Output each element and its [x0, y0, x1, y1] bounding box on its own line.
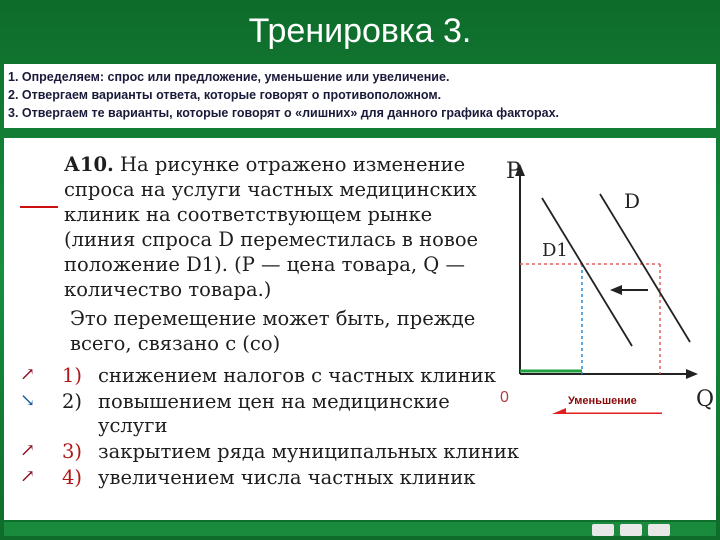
- arrow-down-icon: ↘: [20, 390, 36, 411]
- highlight-underline: [20, 206, 58, 208]
- x-axis-arrow-icon: [686, 369, 698, 379]
- problem-question: Это перемещение может быть, прежде всего, связано с (со): [70, 307, 476, 355]
- previous-slide-button[interactable]: [592, 524, 614, 536]
- instruction-line-2: 2. Отвергаем варианты ответа, которые говорят о противоположном.: [8, 88, 442, 102]
- answer-option-1[interactable]: [20, 364, 550, 390]
- answer-number: 2): [62, 390, 83, 413]
- problem-statement: На рисунке отражено изменение спроса на услуги частных медицинских клиник на соответствующем рынке (линия спроса D переместилась в новое положение D1). (P — цена товара, Q — количество товара.): [64, 153, 479, 301]
- next-slide-button[interactable]: [648, 524, 670, 536]
- shift-label: Уменьшение: [568, 395, 637, 407]
- demand-curve-d: [600, 194, 690, 342]
- answer-option-2-continued: [20, 414, 550, 440]
- answer-option-2[interactable]: [20, 390, 550, 416]
- demand-curve-d1: [542, 198, 632, 346]
- problem-text-block: [64, 152, 494, 356]
- problem-card: [4, 138, 716, 520]
- answer-text: повышением цен на медицинские: [98, 390, 450, 413]
- answer-option-3[interactable]: [20, 440, 550, 466]
- home-button[interactable]: [620, 524, 642, 536]
- curve-d-label: D: [624, 189, 641, 213]
- answer-text: услуги: [98, 414, 168, 437]
- answer-number: 1): [62, 364, 83, 387]
- demand-shift-graph: [484, 144, 714, 414]
- instruction-line-1: 1. Определяем: спрос или предложение, уменьшение или увеличение.: [8, 70, 450, 84]
- origin-label: 0: [500, 389, 509, 406]
- arrow-up-icon: ↗: [20, 466, 36, 487]
- answer-text: закрытием ряда муниципальных клиник: [98, 440, 520, 463]
- instruction-line-3: 3. Отвергаем те варианты, которые говорят о «лишних» для данного графика факторах.: [8, 106, 560, 120]
- shift-arrow-icon: [610, 285, 622, 295]
- answer-number: 3): [62, 440, 83, 463]
- y-axis-label: P: [506, 159, 521, 184]
- arrow-up-icon: ↗: [20, 364, 36, 385]
- answer-option-4[interactable]: [20, 466, 550, 492]
- problem-code: А10.: [64, 153, 114, 176]
- toolbar-strip: [4, 522, 716, 536]
- x-axis-label: Q: [696, 387, 714, 412]
- slide-title: Тренировка 3.: [248, 12, 472, 50]
- decrease-arrow-icon: [552, 408, 566, 414]
- answer-text: увеличением числа частных клиник: [98, 466, 476, 489]
- arrow-up-icon: ↗: [20, 440, 36, 461]
- instructions-box: [4, 64, 716, 128]
- answer-number: 4): [62, 466, 83, 489]
- answer-text: снижением налогов с частных клиник: [98, 364, 496, 387]
- curve-d1-label: D1: [542, 240, 568, 261]
